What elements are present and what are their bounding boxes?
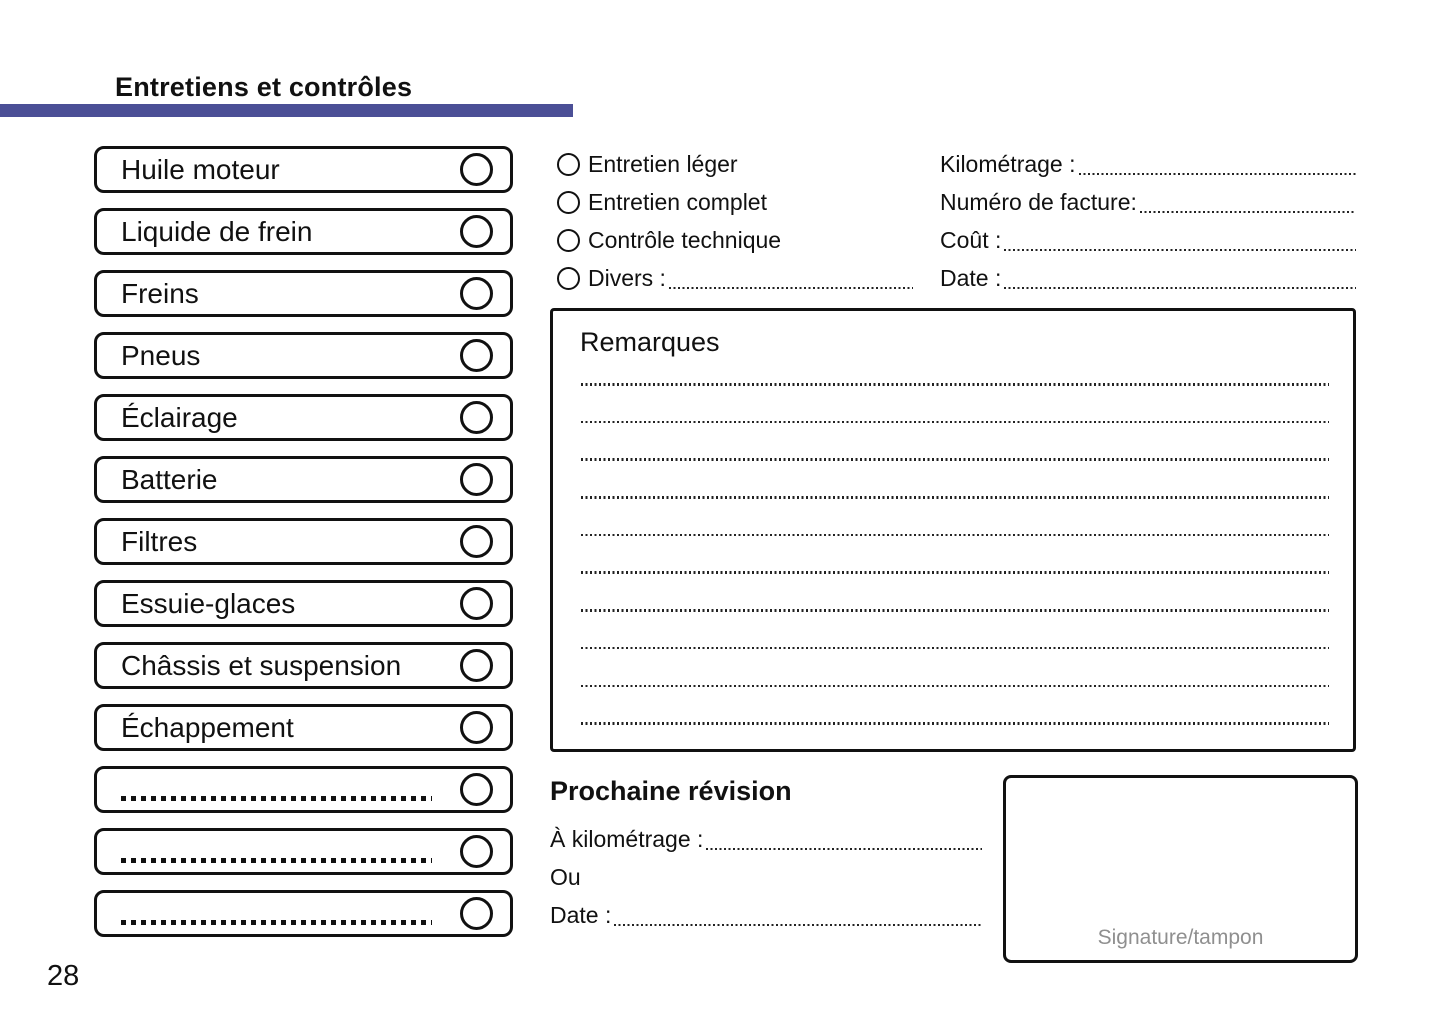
remarks-line[interactable] (581, 609, 1329, 612)
radio-circle[interactable] (557, 153, 580, 176)
service-type-options (557, 145, 913, 297)
field-label: Numéro de facture: (940, 188, 1137, 215)
next-service-or-row (550, 858, 982, 896)
next-service-km-row (550, 820, 982, 858)
field-label: Kilométrage : (940, 150, 1076, 177)
accent-bar (0, 104, 573, 117)
remarks-title: Remarques (580, 327, 720, 357)
checklist-row-blank-3 (94, 890, 513, 937)
next-service-title: Prochaine révision (550, 776, 792, 806)
checklist-row-blank-1 (94, 766, 513, 813)
check-circle[interactable] (460, 711, 493, 744)
checklist-item-label: Éclairage (121, 401, 238, 433)
remarks-line[interactable] (581, 685, 1329, 688)
checklist-item-label: Liquide de frein (121, 215, 313, 247)
check-circle[interactable] (460, 525, 493, 558)
field-numero-de-facture (940, 183, 1356, 221)
remarks-line[interactable] (581, 571, 1329, 574)
checklist-row-pneus (94, 332, 513, 379)
signature-stamp-box[interactable] (1003, 775, 1358, 963)
next-service-date-write-in-line[interactable] (614, 924, 982, 927)
remarks-line[interactable] (581, 383, 1329, 386)
checklist-item-label: Freins (121, 277, 199, 309)
checklist-row-batterie (94, 456, 513, 503)
remarks-line[interactable] (581, 722, 1329, 725)
service-type-label: Entretien léger (588, 150, 738, 177)
checklist-item-label: Huile moteur (121, 153, 280, 185)
next-service-or-label: Ou (550, 863, 581, 890)
remarks-write-in-area[interactable] (581, 383, 1329, 725)
checklist-row-essuie-glaces (94, 580, 513, 627)
option-entretien-leger[interactable] (557, 145, 913, 183)
service-type-label: Entretien complet (588, 188, 767, 215)
checklist (94, 146, 513, 952)
check-circle[interactable] (460, 835, 493, 868)
service-type-label: Contrôle technique (588, 226, 782, 253)
field-label: Date : (940, 264, 1002, 291)
page-title: Entretiens et contrôles (115, 72, 413, 102)
checklist-row-huile-moteur (94, 146, 513, 193)
page-number: 28 (47, 960, 80, 992)
remarks-line[interactable] (581, 421, 1329, 424)
field-label: Coût : (940, 226, 1002, 253)
checklist-item-label: Batterie (121, 463, 218, 495)
remarks-line[interactable] (581, 647, 1329, 650)
next-service-km-write-in-line[interactable] (706, 848, 982, 851)
checklist-item-label: Essuie-glaces (121, 587, 296, 619)
checklist-row-liquide-de-frein (94, 208, 513, 255)
checklist-row-eclairage (94, 394, 513, 441)
checklist-item-label: Pneus (121, 339, 201, 371)
blank-write-in-line[interactable] (121, 858, 432, 863)
service-type-label: Divers : (588, 264, 666, 291)
check-circle[interactable] (460, 897, 493, 930)
blank-write-in-line[interactable] (121, 796, 432, 801)
checklist-item-label: Châssis et suspension (121, 649, 402, 681)
next-service-km-label: À kilométrage : (550, 825, 704, 852)
blank-write-in-line[interactable] (121, 920, 432, 925)
checklist-row-chassis-et-suspension (94, 642, 513, 689)
next-service-date-row (550, 896, 982, 934)
option-entretien-complet[interactable] (557, 183, 913, 221)
checklist-row-echappement (94, 704, 513, 751)
checklist-row-filtres (94, 518, 513, 565)
check-circle[interactable] (460, 277, 493, 310)
option-controle-technique[interactable] (557, 221, 913, 259)
field-date (940, 259, 1356, 297)
date-write-in-line[interactable] (1004, 287, 1356, 290)
check-circle[interactable] (460, 215, 493, 248)
check-circle[interactable] (460, 463, 493, 496)
field-cout (940, 221, 1356, 259)
cout-write-in-line[interactable] (1004, 249, 1356, 252)
check-circle[interactable] (460, 153, 493, 186)
checklist-row-freins (94, 270, 513, 317)
remarks-box[interactable] (550, 308, 1356, 752)
check-circle[interactable] (460, 773, 493, 806)
check-circle[interactable] (460, 587, 493, 620)
check-circle[interactable] (460, 649, 493, 682)
checklist-row-blank-2 (94, 828, 513, 875)
next-service-date-label: Date : (550, 901, 612, 928)
check-circle[interactable] (460, 401, 493, 434)
remarks-line[interactable] (581, 458, 1329, 461)
option-divers[interactable] (557, 259, 913, 297)
facture-write-in-line[interactable] (1140, 211, 1356, 214)
kilometrage-write-in-line[interactable] (1079, 173, 1356, 176)
remarks-line[interactable] (581, 496, 1329, 499)
divers-write-in-line[interactable] (669, 287, 913, 290)
checklist-item-label: Filtres (121, 525, 198, 557)
invoice-fields (940, 145, 1356, 297)
radio-circle[interactable] (557, 267, 580, 290)
radio-circle[interactable] (557, 229, 580, 252)
radio-circle[interactable] (557, 191, 580, 214)
remarks-line[interactable] (581, 534, 1329, 537)
signature-stamp-label: Signature/tampon (1097, 926, 1264, 949)
checklist-item-label: Échappement (121, 711, 294, 743)
check-circle[interactable] (460, 339, 493, 372)
field-kilometrage (940, 145, 1356, 183)
next-service-section (550, 776, 982, 934)
